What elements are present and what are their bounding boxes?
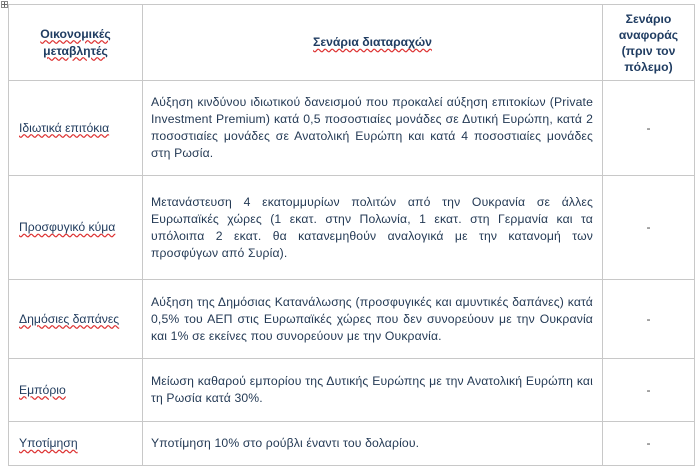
table-row [9,359,695,422]
description-cell: Μετανάστευση 4 εκατομμυρίων πολιτών από την Ουκρανία σε άλλες Ευρωπαϊκές χώρες (1 εκατ. στην Πολωνία, 1 εκατ. στη Γερμανία και τα υπόλοιπα 2 εκατ. θα κατανεμηθούν αναλογικά με την κατανομή των προσφύγων από Συρία). [143,176,603,280]
table-row [9,422,695,466]
table-header-row [9,5,695,81]
reference-cell: - [603,280,695,359]
description-cell: Υποτίμηση 10% στο ρούβλι έναντι του δολαρίου. [143,422,603,466]
variable-cell: Δημόσιες δαπάνες [9,280,143,359]
header-shock-scenarios: Σενάρια διαταραχών [143,5,603,81]
scenarios-table [8,4,695,466]
variable-cell: Προσφυγικό κύμα [9,176,143,280]
reference-cell: - [603,422,695,466]
description-cell: Μείωση καθαρού εμπορίου της Δυτικής Ευρώπης με την Ανατολική Ευρώπη και τη Ρωσία κατά 30%. [143,359,603,422]
description-cell: Αύξηση κινδύνου ιδιωτικού δανεισμού που προκαλεί αύξηση επιτοκίων (Private Investment Premium) κατά 0,5 ποσοστιαίες μονάδες σε Δυτική Ευρώπη, κατά 2 ποσοστιαίες μονάδες σε Ανατολική Ευρώπη και κατά 4 ποσοστιαίες μονάδες στη Ρωσία. [143,81,603,176]
reference-cell: - [603,359,695,422]
table-row [9,81,695,176]
variable-cell: Εμπόριο [9,359,143,422]
variable-cell: Ιδιωτικά επιτόκια [9,81,143,176]
reference-cell: - [603,176,695,280]
table-move-handle-icon[interactable] [1,1,8,8]
table-row [9,280,695,359]
table-row [9,176,695,280]
description-cell: Αύξηση της Δημόσιας Κατανάλωσης (προσφυγικές και αμυντικές δαπάνες) κατά 0,5% του ΑΕΠ στις Ευρωπαϊκές χώρες που δεν συνορεύουν με την Ουκρανία και 1% σε εκείνες που συνορεύουν με την Ουκρανία. [143,280,603,359]
reference-cell: - [603,81,695,176]
header-economic-variables: Οικονομικές μεταβλητές [9,5,143,81]
variable-cell: Υποτίμηση [9,422,143,466]
header-reference-scenario: Σενάριο αναφοράς (πριν τον πόλεμο) [603,5,695,81]
